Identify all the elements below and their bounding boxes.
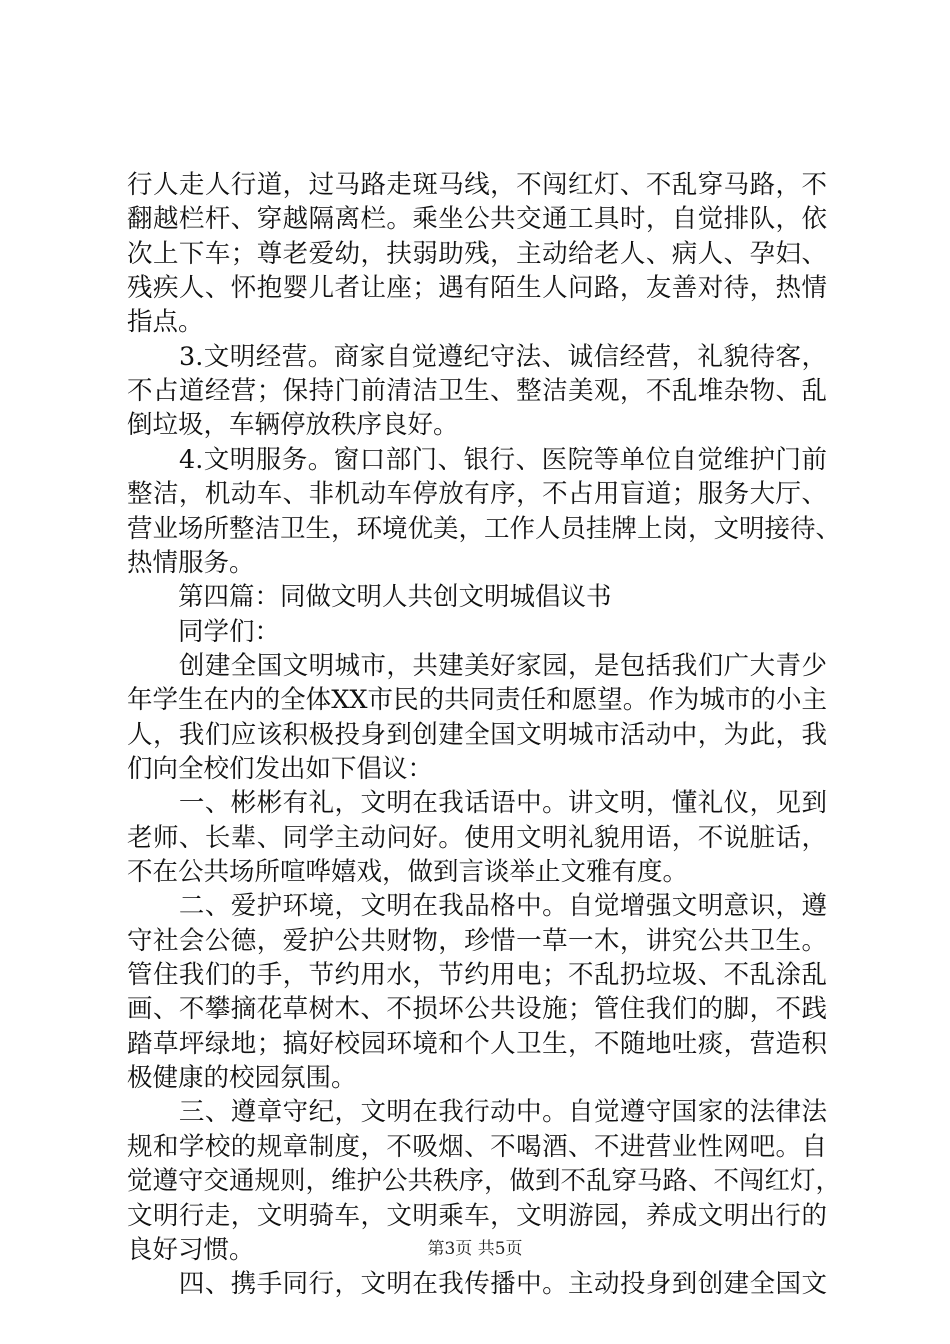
text-line: 整洁，机动车、非机动车停放有序，不占用盲道；服务大厅、 (127, 479, 827, 510)
text-line: 创建全国文明城市，共建美好家园，是包括我们广大青少 (127, 650, 827, 681)
text-line: 守社会公德，爱护公共财物，珍惜一草一木，讲究公共卫生。 (127, 925, 827, 956)
text-line: 翻越栏杆、穿越隔离栏。乘坐公共交通工具时，自觉排队，依 (127, 204, 827, 235)
text-line: 不在公共场所喧哗嬉戏，做到言谈举止文雅有度。 (127, 857, 689, 887)
text-line: 规和学校的规章制度，不吸烟、不喝酒、不进营业性网吧。自 (127, 1131, 827, 1162)
text-line: 老师、长辈、同学主动问好。使用文明礼貌用语，不说脏话， (127, 822, 827, 853)
text-line: 热情服务。 (127, 547, 255, 578)
text-line: 三、遵章守纪，文明在我行动中。自觉遵守国家的法律法 (127, 1097, 827, 1128)
text-line: 人，我们应该积极投身到创建全国文明城市活动中，为此，我 (127, 719, 827, 750)
text-line: 踏草坪绿地；搞好校园环境和个人卫生，不随地吐痰，营造积 (127, 1028, 827, 1059)
text-line: 管住我们的手，节约用水，节约用电；不乱扔垃圾、不乱涂乱 (127, 960, 827, 991)
text-line: 文明行走，文明骑车，文明乘车，文明游园，养成文明出行的 (127, 1200, 827, 1231)
text-line: 行人走人行道，过马路走斑马线，不闯红灯、不乱穿马路，不 (127, 170, 827, 200)
text-line: 残疾人、怀抱婴儿者让座；遇有陌生人问路，友善对待，热情 (127, 273, 827, 304)
text-line: 第四篇：同做文明人共创文明城倡议书 (127, 582, 612, 613)
text-line: 二、爱护环境，文明在我品格中。自觉增强文明意识，遵 (127, 891, 827, 922)
text-line: 次上下车；尊老爱幼，扶弱助残，主动给老人、病人、孕妇、 (127, 238, 827, 269)
text-line: 一、彬彬有礼，文明在我话语中。讲文明，懂礼仪，见到 (127, 788, 827, 819)
text-line: 不占道经营；保持门前清洁卫生、整洁美观，不乱堆杂物、乱 (127, 376, 827, 407)
text-line: 极健康的校园氛围。 (127, 1063, 357, 1094)
text-line: 年学生在内的全体XX市民的共同责任和愿望。作为城市的小主 (127, 685, 827, 716)
text-line: 四、携手同行，文明在我传播中。主动投身到创建全国文 (127, 1269, 827, 1300)
text-line: 们向全校们发出如下倡议： (127, 753, 434, 784)
text-line: 画、不攀摘花草树木、不损坏公共设施；管住我们的脚，不践 (127, 994, 827, 1025)
text-line: 同学们： (127, 616, 281, 647)
text-line: 良好习惯。 (127, 1234, 255, 1265)
text-line: 指点。 (127, 307, 204, 338)
page-footer: 第3页 共5页 (427, 1239, 523, 1259)
text-line: 倒垃圾，车辆停放秩序良好。 (127, 410, 459, 441)
text-line: 3.文明经营。商家自觉遵纪守法、诚信经营，礼貌待客， (127, 341, 827, 372)
text-line: 觉遵守交通规则，维护公共秩序，做到不乱穿马路、不闯红灯， (127, 1166, 842, 1197)
text-line: 4.文明服务。窗口部门、银行、医院等单位自觉维护门前 (127, 444, 827, 475)
text-line: 营业场所整洁卫生，环境优美，工作人员挂牌上岗，文明接待、 (127, 513, 842, 544)
